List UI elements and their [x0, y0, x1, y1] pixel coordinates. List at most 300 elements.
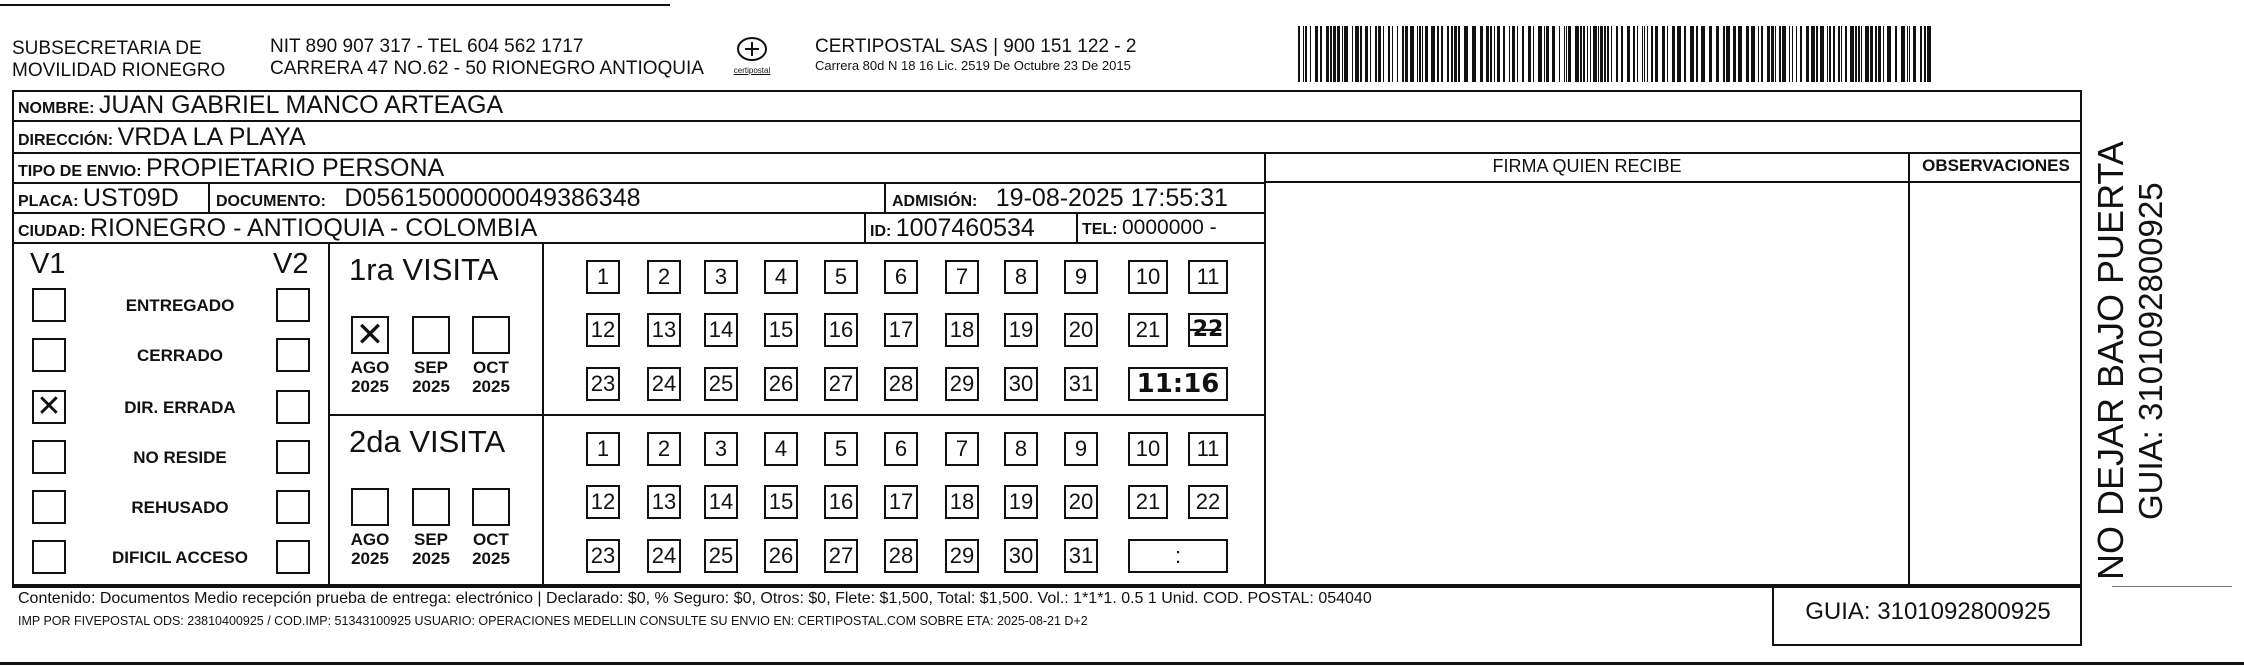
month-year: 2025: [472, 549, 510, 568]
v1-checkbox[interactable]: [32, 338, 66, 372]
barcode-bar: [1437, 26, 1439, 82]
barcode-graphic: [1298, 26, 1934, 82]
month-name: AGO: [350, 358, 390, 377]
vline-firma: [1264, 152, 1266, 588]
barcode-bar: [1544, 26, 1545, 82]
barcode-bar: [1522, 26, 1524, 82]
barcode-bar: [1709, 26, 1712, 82]
first-month-label: [406, 358, 456, 396]
v2-checkbox[interactable]: [276, 288, 310, 322]
placa-value: UST09D: [82, 184, 179, 212]
barcode-bar: [1580, 26, 1582, 82]
first-day-cell[interactable]: 14: [704, 313, 738, 347]
barcode-bar: [1303, 26, 1304, 82]
first-day-cell[interactable]: 6: [884, 260, 918, 294]
barcode-bar: [1419, 26, 1421, 82]
row-line-1: [12, 120, 2082, 122]
barcode-bar: [1320, 26, 1322, 82]
observaciones-header: OBSERVACIONES: [1922, 156, 2070, 175]
placa-cell: [18, 183, 179, 213]
first-day-cell[interactable]: 19: [1004, 313, 1038, 347]
barcode-bar: [1647, 26, 1648, 82]
month-name: AGO: [350, 530, 390, 549]
barcode-bar: [1315, 26, 1318, 82]
first-day-cell[interactable]: 8: [1004, 260, 1038, 294]
barcode-bar: [1887, 26, 1891, 82]
barcode-bar: [1333, 26, 1336, 82]
barcode-bar: [1600, 26, 1603, 82]
barcode-bar: [1575, 26, 1579, 82]
barcode-bar: [1655, 26, 1658, 82]
nombre-row: [18, 90, 503, 120]
barcode-bar: [1342, 26, 1343, 82]
firma-header: FIRMA QUIEN RECIBE: [1492, 156, 1682, 176]
footer-guia: GUIA: 3101092800925: [1805, 598, 2051, 625]
barcode-bar: [1451, 26, 1453, 82]
second-day-cell[interactable]: 11: [1188, 432, 1228, 466]
barcode-bar: [1771, 26, 1774, 82]
first-day-cell[interactable]: 27: [824, 367, 858, 401]
second-day-cell[interactable]: 8: [1004, 432, 1038, 466]
month-year: 2025: [351, 549, 389, 568]
second-month-label: [406, 530, 456, 568]
barcode-bar: [1490, 26, 1492, 82]
barcode-bar: [1796, 26, 1797, 82]
barcode-bar: [1684, 26, 1686, 82]
first-day-cell[interactable]: 3: [704, 260, 738, 294]
bottom-rule: [0, 662, 2244, 665]
barcode-bar: [1855, 26, 1857, 82]
second-day-cell[interactable]: 4: [764, 432, 798, 466]
first-month-checkbox[interactable]: [472, 316, 510, 354]
state-label: REHUSADO: [131, 498, 229, 517]
first-day-cell[interactable]: 16: [824, 313, 858, 347]
barcode-bar: [1447, 26, 1449, 82]
first-day-cell[interactable]: 9: [1064, 260, 1098, 294]
v2-checkbox[interactable]: [276, 490, 310, 524]
barcode-bar: [1861, 26, 1862, 82]
barcode-bar: [1370, 26, 1371, 82]
first-day-cell[interactable]: 30: [1004, 367, 1038, 401]
barcode-bar: [1517, 26, 1518, 82]
barcode-bar: [1761, 26, 1763, 82]
documento-label: DOCUMENTO:: [216, 193, 326, 210]
state-label: DIR. ERRADA: [124, 398, 236, 417]
barcode-bar: [1920, 26, 1922, 82]
barcode-bar: [1858, 26, 1860, 82]
courier-block: [815, 36, 1136, 74]
state-label: CERRADO: [137, 346, 223, 365]
first-visit-title: 1ra VISITA: [349, 252, 499, 287]
barcode-bar: [1503, 26, 1505, 82]
barcode-bar: [1738, 26, 1742, 82]
barcode-bar: [1564, 26, 1565, 82]
side-note: [2090, 100, 2220, 580]
barcode-bar: [1464, 26, 1468, 82]
certipostal-logo: [728, 36, 776, 80]
first-day-cell[interactable]: 4: [764, 260, 798, 294]
dashed-right: [2112, 586, 2232, 587]
second-month-checkbox[interactable]: [412, 488, 450, 526]
barcode-bar: [1337, 26, 1340, 82]
nombre-label: NOMBRE:: [18, 100, 95, 117]
id-label: ID:: [870, 223, 892, 240]
barcode-bar: [1767, 26, 1770, 82]
second-visit-title: 2da VISITA: [349, 424, 506, 459]
second-day-cell[interactable]: 17: [884, 485, 918, 519]
barcode-bar: [1494, 26, 1495, 82]
first-month-label: [345, 358, 395, 396]
barcode-bar: [1792, 26, 1793, 82]
first-time-box[interactable]: 11:16: [1128, 367, 1228, 401]
tel-cell: [1082, 213, 1217, 243]
hline-visit-split: [328, 414, 1264, 416]
barcode-bar: [1305, 26, 1307, 82]
second-day-cell[interactable]: 9: [1064, 432, 1098, 466]
v2-header: V2: [273, 248, 309, 280]
org-line2: MOVILIDAD RIONEGRO: [12, 60, 226, 81]
second-day-cell[interactable]: 7: [945, 432, 979, 466]
barcode-bar: [1546, 26, 1549, 82]
barcode-bar: [1454, 26, 1457, 82]
barcode-bar: [1598, 26, 1599, 82]
second-day-cell[interactable]: 24: [647, 539, 681, 573]
barcode-bar: [1726, 26, 1730, 82]
ciudad-label: CIUDAD:: [18, 223, 86, 240]
tipo-row: [18, 153, 444, 183]
second-day-cell[interactable]: 13: [647, 485, 681, 519]
check-mark-icon: ✕: [355, 315, 385, 355]
side-no-dejar: NO DEJAR BAJO PUERTA: [2090, 141, 2131, 580]
ciudad-value: RIONEGRO - ANTIOQUIA - COLOMBIA: [90, 214, 538, 242]
barcode-bar: [1298, 26, 1300, 82]
barcode-bar: [1782, 26, 1786, 82]
first-day-cell[interactable]: 2: [647, 260, 681, 294]
barcode-bar: [1751, 26, 1755, 82]
barcode-bar: [1642, 26, 1643, 82]
barcode-bar: [1758, 26, 1759, 82]
barcode-bar: [1310, 26, 1311, 82]
id-cell: [870, 213, 1035, 243]
id-value: 1007460534: [895, 214, 1035, 242]
barcode-bar: [1924, 26, 1926, 82]
barcode-bar: [1552, 26, 1555, 82]
barcode-bar: [1850, 26, 1854, 82]
barcode-bar: [1662, 26, 1665, 82]
month-year: 2025: [412, 377, 450, 396]
nit-line1: NIT 890 907 317 - TEL 604 562 1717: [270, 36, 584, 57]
second-day-cell[interactable]: 3: [704, 432, 738, 466]
first-day-cell[interactable]: 21: [1128, 313, 1168, 347]
second-day-cell[interactable]: 16: [824, 485, 858, 519]
second-day-cell[interactable]: 27: [824, 539, 858, 573]
barcode-bar: [1806, 26, 1809, 82]
vline-tel: [1076, 213, 1078, 243]
barcode-bar: [1472, 26, 1476, 82]
side-guia: GUIA: 3101092800925: [2132, 182, 2169, 520]
barcode-bar: [1816, 26, 1818, 82]
v1-checkbox[interactable]: [32, 540, 66, 574]
first-month-checkbox[interactable]: [351, 316, 389, 354]
barcode-bar: [1458, 26, 1460, 82]
top-rule: [0, 4, 670, 6]
first-day-cell[interactable]: 20: [1064, 313, 1098, 347]
first-day-cell[interactable]: 24: [647, 367, 681, 401]
barcode-bar: [1375, 26, 1377, 82]
second-day-cell[interactable]: 5: [824, 432, 858, 466]
barcode-bar: [1841, 26, 1842, 82]
barcode-bar: [1583, 26, 1585, 82]
month-name: SEP: [413, 358, 449, 377]
month-name: OCT: [473, 530, 509, 549]
barcode-bar: [1838, 26, 1840, 82]
barcode-bar: [1616, 26, 1618, 82]
first-month-checkbox[interactable]: [412, 316, 450, 354]
first-month-label: [466, 358, 516, 396]
second-day-cell[interactable]: 12: [586, 485, 620, 519]
second-day-cell[interactable]: 23: [586, 539, 620, 573]
first-day-cell[interactable]: 2̶2̶: [1188, 313, 1228, 347]
v2-checkbox[interactable]: [276, 440, 310, 474]
barcode-bar: [1402, 26, 1404, 82]
second-day-cell[interactable]: 15: [764, 485, 798, 519]
barcode-bar: [1907, 26, 1908, 82]
v2-checkbox[interactable]: [276, 338, 310, 372]
barcode-bar: [1901, 26, 1905, 82]
month-year: 2025: [351, 377, 389, 396]
state-label: DIFICIL ACCESO: [111, 548, 248, 567]
barcode-bar: [1865, 26, 1869, 82]
courier-line1: CERTIPOSTAL SAS | 900 151 122 - 2: [815, 36, 1137, 57]
barcode-bar: [1405, 26, 1408, 82]
second-day-cell[interactable]: 26: [764, 539, 798, 573]
barcode-bar: [1590, 26, 1591, 82]
tel-label: TEL:: [1082, 221, 1118, 238]
state-label: NO RESIDE: [133, 448, 227, 467]
barcode-bar: [1330, 26, 1332, 82]
barcode-bar: [1344, 26, 1348, 82]
first-day-cell[interactable]: 26: [764, 367, 798, 401]
footer-contenido: Contenido: Documentos Medio recepción prueba de entrega: electrónico | Declarado: $0, % Seguro: $0, Otros: $0, Flete: $1,500, Total: $1,500. Vol.: 1*1*1. 0.5 1 Unid. COD. POSTAL: 054040: [18, 590, 1372, 607]
barcode-bar: [1486, 26, 1489, 82]
month-name: OCT: [473, 358, 509, 377]
logo-text: certipostal: [733, 66, 771, 75]
org-name: [12, 38, 225, 82]
nit-block: [270, 36, 704, 80]
v1-checkbox[interactable]: [32, 490, 66, 524]
barcode-bar: [1789, 26, 1790, 82]
month-year: 2025: [412, 549, 450, 568]
first-day-cell[interactable]: 1: [586, 260, 620, 294]
barcode-bar: [1845, 26, 1847, 82]
barcode-bar: [1800, 26, 1802, 82]
first-day-cell[interactable]: 5: [824, 260, 858, 294]
second-day-cell[interactable]: 31: [1064, 539, 1098, 573]
barcode-bar: [1509, 26, 1510, 82]
vline-placa: [208, 183, 210, 213]
second-day-cell[interactable]: 30: [1004, 539, 1038, 573]
barcode-bar: [1696, 26, 1698, 82]
v1-checkbox[interactable]: [32, 288, 66, 322]
barcode-bar: [1701, 26, 1705, 82]
barcode-bar: [1528, 26, 1531, 82]
barcode-bar: [1883, 26, 1884, 82]
first-day-cell[interactable]: 28: [884, 367, 918, 401]
barcode-bar: [1690, 26, 1694, 82]
barcode-bar: [1833, 26, 1835, 82]
org-line1: SUBSECRETARIA DE: [12, 38, 202, 59]
second-day-cell[interactable]: 28: [884, 539, 918, 573]
barcode-bar: [1829, 26, 1831, 82]
barcode-bar: [1378, 26, 1381, 82]
barcode-bar: [1365, 26, 1368, 82]
nit-line2: CARRERA 47 NO.62 - 50 RIONEGRO ANTIOQUIA: [270, 58, 704, 79]
first-day-cell[interactable]: 17: [884, 313, 918, 347]
barcode-bar: [1512, 26, 1515, 82]
row-line-3b: [1266, 181, 2082, 183]
admision-value: 19-08-2025 17:55:31: [995, 184, 1228, 212]
barcode-bar: [1733, 26, 1736, 82]
barcode-bar: [1878, 26, 1881, 82]
barcode-bar: [1397, 26, 1398, 82]
barcode-bar: [1441, 26, 1443, 82]
second-day-cell[interactable]: 29: [945, 539, 979, 573]
second-month-checkbox[interactable]: [351, 488, 389, 526]
courier-line2: Carrera 80d N 18 16 Lic. 2519 De Octubre 23 De 2015: [815, 58, 1131, 73]
admision-label: ADMISIÓN:: [892, 193, 978, 210]
first-day-cell[interactable]: 10: [1128, 260, 1168, 294]
tipo-value: PROPIETARIO PERSONA: [146, 154, 445, 182]
barcode-bar: [1480, 26, 1483, 82]
first-day-cell[interactable]: 15: [764, 313, 798, 347]
second-day-cell[interactable]: 10: [1128, 432, 1168, 466]
nombre-value: JUAN GABRIEL MANCO ARTEAGA: [98, 91, 504, 119]
barcode-bar: [1431, 26, 1435, 82]
barcode-bar: [1913, 26, 1916, 82]
second-day-cell[interactable]: 22: [1188, 485, 1228, 519]
barcode-bar: [1383, 26, 1384, 82]
barcode-bar: [1723, 26, 1725, 82]
barcode-bar: [1746, 26, 1749, 82]
barcode-bar: [1326, 26, 1329, 82]
barcode-bar: [1633, 26, 1635, 82]
barcode-bar: [1611, 26, 1612, 82]
barcode-bar: [1425, 26, 1428, 82]
first-day-cell[interactable]: 18: [945, 313, 979, 347]
barcode-bar: [1604, 26, 1606, 82]
barcode-bar: [1497, 26, 1500, 82]
barcode-bar: [1677, 26, 1681, 82]
barcode-bar: [1392, 26, 1393, 82]
direccion-value: VRDA LA PLAYA: [117, 123, 306, 151]
barcode-bar: [1621, 26, 1623, 82]
first-day-cell[interactable]: 13: [647, 313, 681, 347]
barcode-bar: [1410, 26, 1414, 82]
v1-checkbox[interactable]: [32, 440, 66, 474]
barcode-bar: [1559, 26, 1560, 82]
v2-checkbox[interactable]: [276, 540, 310, 574]
barcode-bar: [1820, 26, 1824, 82]
barcode-bar: [1637, 26, 1638, 82]
second-day-cell[interactable]: 25: [704, 539, 738, 573]
first-day-cell[interactable]: 31: [1064, 367, 1098, 401]
direccion-row: [18, 122, 306, 152]
second-day-cell[interactable]: 2: [647, 432, 681, 466]
month-name: SEP: [413, 530, 449, 549]
second-day-cell[interactable]: 6: [884, 432, 918, 466]
ciudad-cell: [18, 213, 537, 243]
barcode-bar: [1422, 26, 1423, 82]
barcode-bar: [1870, 26, 1873, 82]
state-label: ENTREGADO: [125, 296, 235, 315]
v1-checkbox[interactable]: [32, 390, 66, 424]
second-day-cell[interactable]: 14: [704, 485, 738, 519]
check-mark-icon: ✕: [36, 389, 62, 424]
first-day-cell[interactable]: 25: [704, 367, 738, 401]
second-day-cell[interactable]: 21: [1128, 485, 1168, 519]
barcode-bar: [1593, 26, 1597, 82]
v2-checkbox[interactable]: [276, 390, 310, 424]
placa-label: PLACA:: [18, 193, 79, 210]
barcode-bar: [1417, 26, 1418, 82]
barcode-bar: [1716, 26, 1719, 82]
direccion-label: DIRECCIÓN:: [18, 132, 114, 149]
second-day-cell[interactable]: 1: [586, 432, 620, 466]
tel-value: 0000000 -: [1122, 216, 1217, 239]
logo-icon: [735, 36, 769, 62]
barcode-bar: [1827, 26, 1828, 82]
second-month-checkbox[interactable]: [472, 488, 510, 526]
barcode-bar: [1360, 26, 1362, 82]
barcode-bar: [1587, 26, 1588, 82]
barcode-bar: [1533, 26, 1534, 82]
second-day-cell[interactable]: 19: [1004, 485, 1038, 519]
first-day-cell[interactable]: 11: [1188, 260, 1228, 294]
admision-cell: [892, 183, 1228, 213]
documento-value: D05615000000049386348: [344, 184, 641, 212]
barcode-bar: [1568, 26, 1571, 82]
second-time-box[interactable]: :: [1128, 539, 1228, 573]
barcode-bar: [1352, 26, 1353, 82]
first-day-cell[interactable]: 23: [586, 367, 620, 401]
barcode-bar: [1644, 26, 1645, 82]
vline-admision: [884, 183, 886, 213]
second-day-cell[interactable]: 18: [945, 485, 979, 519]
first-day-cell[interactable]: 7: [945, 260, 979, 294]
barcode: [1298, 26, 1934, 82]
barcode-bar: [1538, 26, 1542, 82]
barcode-bar: [1811, 26, 1815, 82]
first-day-cell[interactable]: 29: [945, 367, 979, 401]
barcode-bar: [1909, 26, 1910, 82]
second-day-cell[interactable]: 20: [1064, 485, 1098, 519]
second-month-label: [345, 530, 395, 568]
barcode-bar: [1607, 26, 1609, 82]
tipo-label: TIPO DE ENVIO:: [18, 163, 142, 180]
barcode-bar: [1651, 26, 1653, 82]
barcode-bar: [1927, 26, 1931, 82]
footer-imp: IMP POR FIVEPOSTAL ODS: 23810400925 / COD.IMP: 51343100925 USUARIO: OPERACIONES MEDELLIN CONSULTE SU ENVIO EN: CERTIPOSTAL.COM SOBRE ETA: 2025-08-21 D+2: [18, 614, 1088, 628]
first-day-cell[interactable]: 12: [586, 313, 620, 347]
vline-obs: [1908, 152, 1910, 588]
barcode-bar: [1627, 26, 1630, 82]
barcode-bar: [1566, 26, 1567, 82]
barcode-bar: [1672, 26, 1675, 82]
barcode-bar: [1775, 26, 1776, 82]
documento-cell: [216, 183, 641, 213]
barcode-bar: [1895, 26, 1897, 82]
vline-id: [864, 213, 866, 243]
